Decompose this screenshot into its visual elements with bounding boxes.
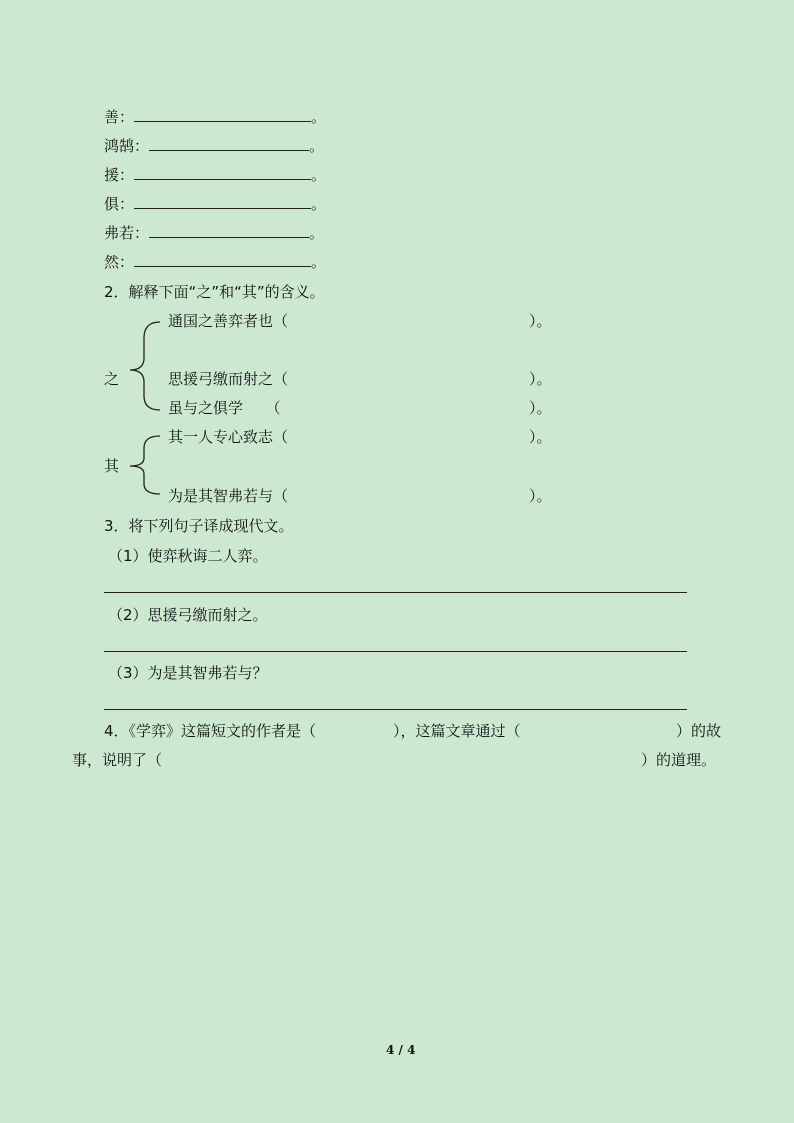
vocab-word: 援： [104, 166, 135, 184]
answer-line-3[interactable] [104, 709, 687, 710]
answer-blank[interactable] [149, 223, 309, 238]
q4-line2b: ）的道理。 [641, 751, 717, 769]
answer-line-1[interactable] [104, 592, 687, 593]
answer-blank[interactable] [134, 252, 311, 267]
q4-part3: ）的故 [676, 722, 722, 740]
answer-blank[interactable] [134, 194, 311, 209]
vocab-word: 善： [104, 108, 135, 126]
answer-blank[interactable] [134, 107, 311, 122]
zhi-close-3: ）。 [529, 399, 552, 417]
zhi-item-text: 通国之善弈者也（ [168, 312, 289, 330]
zhi-item-2 [168, 370, 288, 388]
zhi-close-1: ）。 [529, 312, 552, 330]
answer-line-2[interactable] [104, 651, 687, 652]
vocab-word: 弗若： [104, 224, 150, 242]
qi-item-1 [168, 428, 288, 446]
vocab-end: 。 [311, 108, 327, 126]
zhi-label: 之 [104, 370, 120, 388]
q3-item-3: （3）为是其智弗若与？ [108, 664, 268, 682]
qi-item-2 [168, 487, 288, 505]
vocab-line-6 [104, 252, 326, 271]
answer-blank[interactable] [134, 165, 311, 180]
vocab-end: 。 [311, 166, 327, 184]
vocab-line-4 [104, 194, 326, 213]
vocab-line-3 [104, 165, 326, 184]
vocab-end: 。 [311, 195, 327, 213]
qi-item-text: 为是其智弗若与（ [168, 487, 289, 505]
qi-close-1: ）。 [529, 428, 552, 446]
vocab-line-2 [104, 136, 324, 155]
q3-title: 3．将下列句子译成现代文。 [104, 517, 294, 535]
zhi-item-3 [168, 399, 281, 417]
vocab-line-5 [104, 223, 324, 242]
qi-brace [126, 432, 162, 498]
zhi-item-1 [168, 312, 288, 330]
zhi-item-text: 思援弓缴而射之（ [168, 370, 289, 388]
vocab-word: 鸿鹄： [104, 137, 150, 155]
qi-item-text: 其一人专心致志（ [168, 428, 289, 446]
zhi-close-2: ）。 [529, 370, 552, 388]
vocab-word: 然： [104, 253, 135, 271]
q4-part2: ），这篇文章通过（ [393, 722, 521, 740]
page-number: 4 / 4 [386, 1043, 416, 1057]
vocab-word: 俱： [104, 195, 135, 213]
vocab-end: 。 [309, 224, 325, 242]
answer-blank[interactable] [149, 136, 309, 151]
vocab-end: 。 [311, 253, 327, 271]
q4-line2a: 事，说明了（ [72, 751, 163, 769]
q3-item-1: （1）使弈秋诲二人弈。 [108, 547, 268, 565]
zhi-brace [126, 318, 162, 414]
q3-item-2: （2）思援弓缴而射之。 [108, 606, 268, 624]
qi-close-2: ）。 [529, 487, 552, 505]
qi-label: 其 [104, 457, 120, 475]
vocab-end: 。 [309, 137, 325, 155]
q4-part1: 4．《学弈》这篇短文的作者是（ [104, 722, 317, 740]
zhi-item-text: 虽与之俱学 （ [168, 399, 281, 417]
q2-title: 2．解释下面“之”和“其”的含义。 [104, 283, 325, 301]
vocab-line-1 [104, 107, 326, 126]
